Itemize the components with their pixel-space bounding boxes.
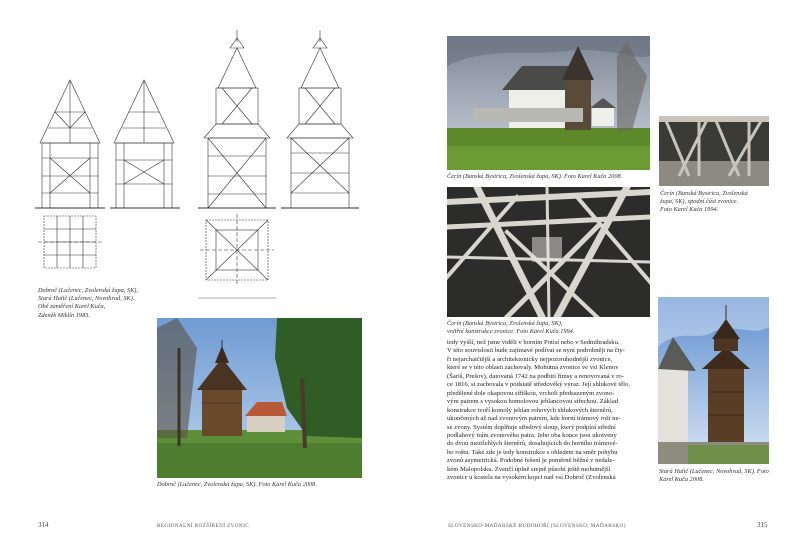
photo-cerin-lower-caption: Čerín (Banská Bystrica, Zvolenská župa, SK), spodní část zvonice. Foto Karel Kuča 1994. [660, 190, 748, 214]
page-number-right: 315 [757, 521, 768, 529]
photo-dobroc-caption: Dobroč (Lučenec, Zvolenská župa, SK). Foto Karel Kuča 2008. [157, 481, 317, 488]
running-footer-right: SLOVENSKO-MAĎARSKÉ RUDOHOŘÍ (SLOVENSKO, MAĎARSKO) [448, 523, 626, 529]
photo-cerin-lower-part [659, 116, 769, 186]
article-body-text: tedy vyšší, než jsme viděli v horním Potisí nebo v Sedmihradsku. V této souvislosti bude zajímavé podívat se nyní podrobněji na čty- ři nejarchaičtější a architektonicky nejpozoruhodnější zvonice, které se v této oblasti zachovaly. Mohutná zvonice ve vsi Klenov (Šariš, Prešov), datovaná 1742 na podbití římsy a renovovaná v ro- ce 1816, si zachovala v podstatě středověký výraz. Její shlukové tělo, předělené dole okapovou stříškou, vrcholí předsazeným zvono- vým patrem s vysokou homolovou jehlancovou střechou. Základ konstrukce tvoří komolý jehlan rohových shlukových šterněrů, ukončených až nad zvonovým patrem, kde horní trámový rošt ne- se zvony. Systém doplňuje středový sloup, který podpírá střední podlahový trám zvonového patra. Jeho oba konce jsou ukotveny do dvou mezilehlých šterněrů, dosahujících do horního trámové- ho roštu. Také zde je tedy konstrukce s ohledem na směr pohybu zvonů asymetrická. Podobné řešení je poměrně běžné v nedale- kém Malopolsku. Zvenčí úplně stejně působí ještě mohutnější zvonice u kostela na vysokém kopci nad vsí Dobroč (Zvolenská [447, 339, 630, 482]
drawing-caption: Dobroč (Lučenec, Zvolenská župa, SK), Stará Halič (Lučenec, Novohrad, SK). Obě zaměření Karel Kuča, Zdeněk Miklín 1983. [38, 287, 138, 319]
photo-cerin-interior-caption: Čerín (Banská Bystrica, Zvolenská župa, SK), vnitřní konstrukce zvonice. Foto Karel Kuča 1994. [447, 320, 575, 336]
drawing-dobroc-front-elevation [35, 80, 105, 208]
drawing-dobroc-plan [38, 216, 102, 268]
drawing-dobroc-side-elevation [110, 80, 180, 208]
drawing-stara-halic-elevation [198, 30, 276, 208]
drawing-stara-halic-side-elevation [281, 30, 359, 208]
photo-stara-halic-tower [658, 297, 769, 464]
drawing-stara-halic-plan [198, 214, 276, 298]
page-number-left: 314 [38, 521, 49, 529]
belfry-elevation-drawings [30, 28, 370, 308]
photo-cerin-church [447, 36, 650, 170]
running-footer-left: REGIONÁLNÍ ROZŠÍŘENÍ ZVONIC [157, 523, 250, 529]
photo-cerin-caption: Čerín (Banská Bystrica, Zvolenská župa, SK). Foto Karel Kuča 2008. [447, 173, 623, 180]
photo-dobroc-belfry [157, 318, 362, 478]
photo-cerin-interior [447, 187, 650, 317]
photo-stara-halic-caption: Stará Halič (Lučenec, Novohrad, SK). Foto Karel Kuča 2008. [659, 468, 769, 484]
belfry-drawings [30, 28, 370, 308]
